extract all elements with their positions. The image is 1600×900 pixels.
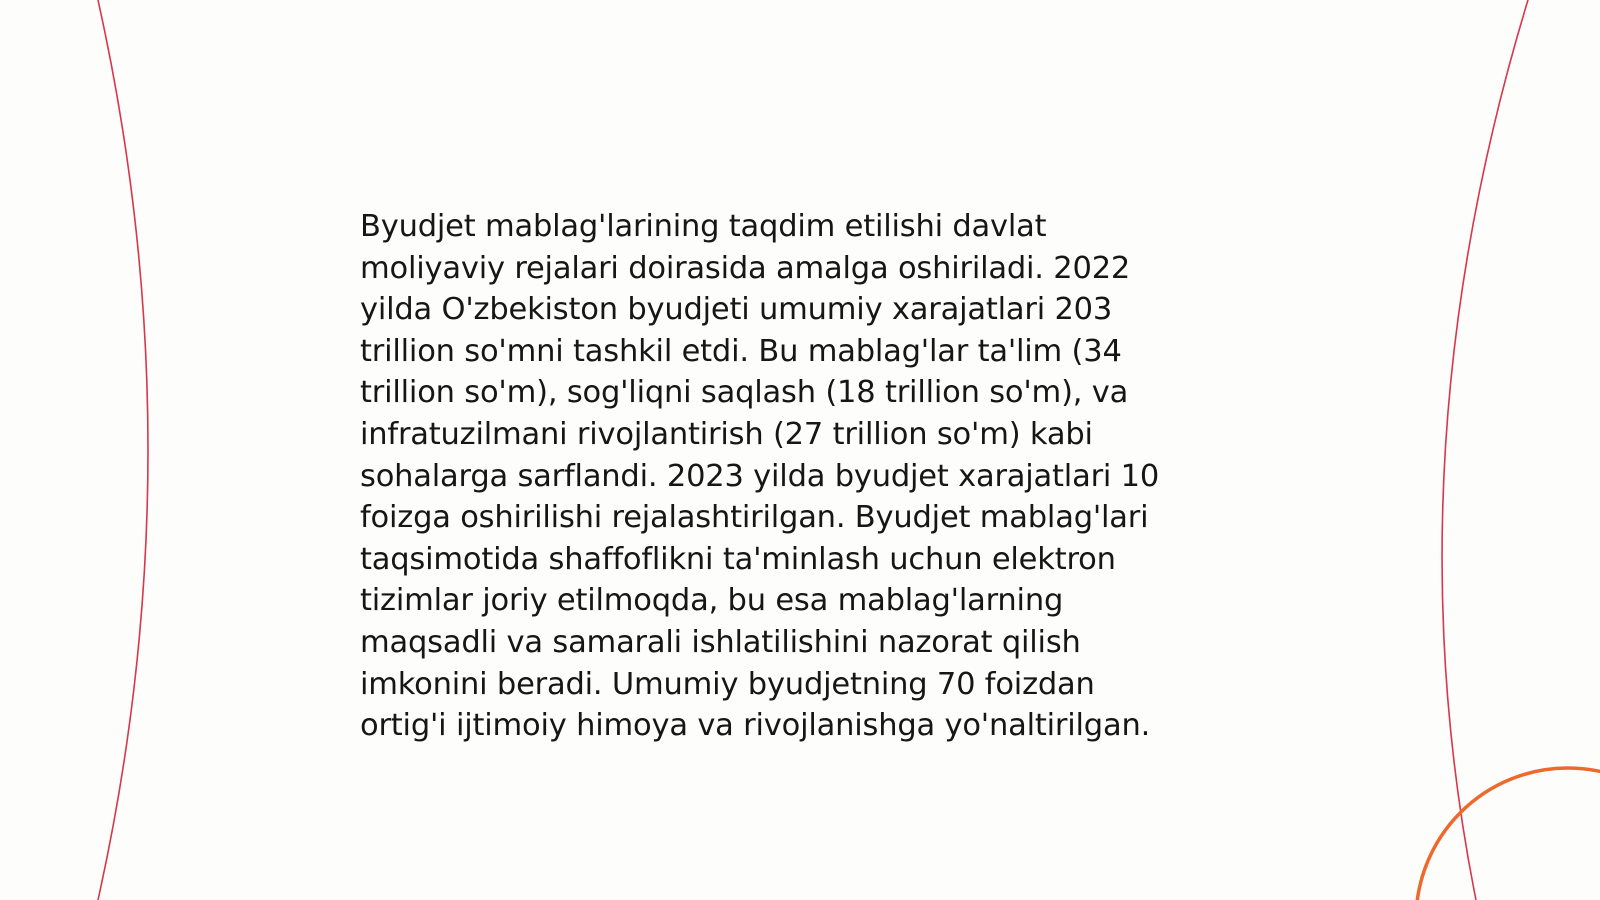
text-line: Byudjet mablag'larining taqdim etilishi davlat — [360, 209, 1047, 244]
text-line: imkonini beradi. Umumiy byudjetning 70 foizdan — [360, 666, 1095, 702]
text-line: infratuzilmani rivojlantirish (27 trillion so'm) kabi — [360, 416, 1093, 452]
accent-arc — [1416, 768, 1600, 900]
text-line: foizga oshirilishi rejalashtirilgan. Byudjet mablag'lari — [360, 500, 1149, 536]
text-line: taqsimotida shaffoflikni ta'minlash uchun elektron — [360, 541, 1116, 577]
text-line: tizimlar joriy etilmoqda, bu esa mablag'larning — [360, 583, 1064, 619]
body-paragraph — [360, 206, 1220, 747]
left-curve-line — [98, 0, 148, 900]
text-line: trillion so'm), sog'liqni saqlash (18 trillion so'm), va — [360, 375, 1129, 411]
text-line: trillion so'mni tashkil etdi. Bu mablag'lar ta'lim (34 — [360, 333, 1122, 369]
text-line: ortig'i ijtimoiy himoya va rivojlanishga yo'naltirilgan. — [360, 708, 1151, 744]
right-curve-line — [1442, 0, 1528, 900]
text-line: maqsadli va samarali ishlatilishini nazorat qilish — [360, 624, 1081, 660]
text-line: moliyaviy rejalari doirasida amalga oshiriladi. 2022 — [360, 250, 1131, 286]
text-line: yilda O'zbekiston byudjeti umumiy xarajatlari 203 — [360, 292, 1113, 328]
text-line: sohalarga sarflandi. 2023 yilda byudjet xarajatlari 10 — [360, 458, 1160, 494]
